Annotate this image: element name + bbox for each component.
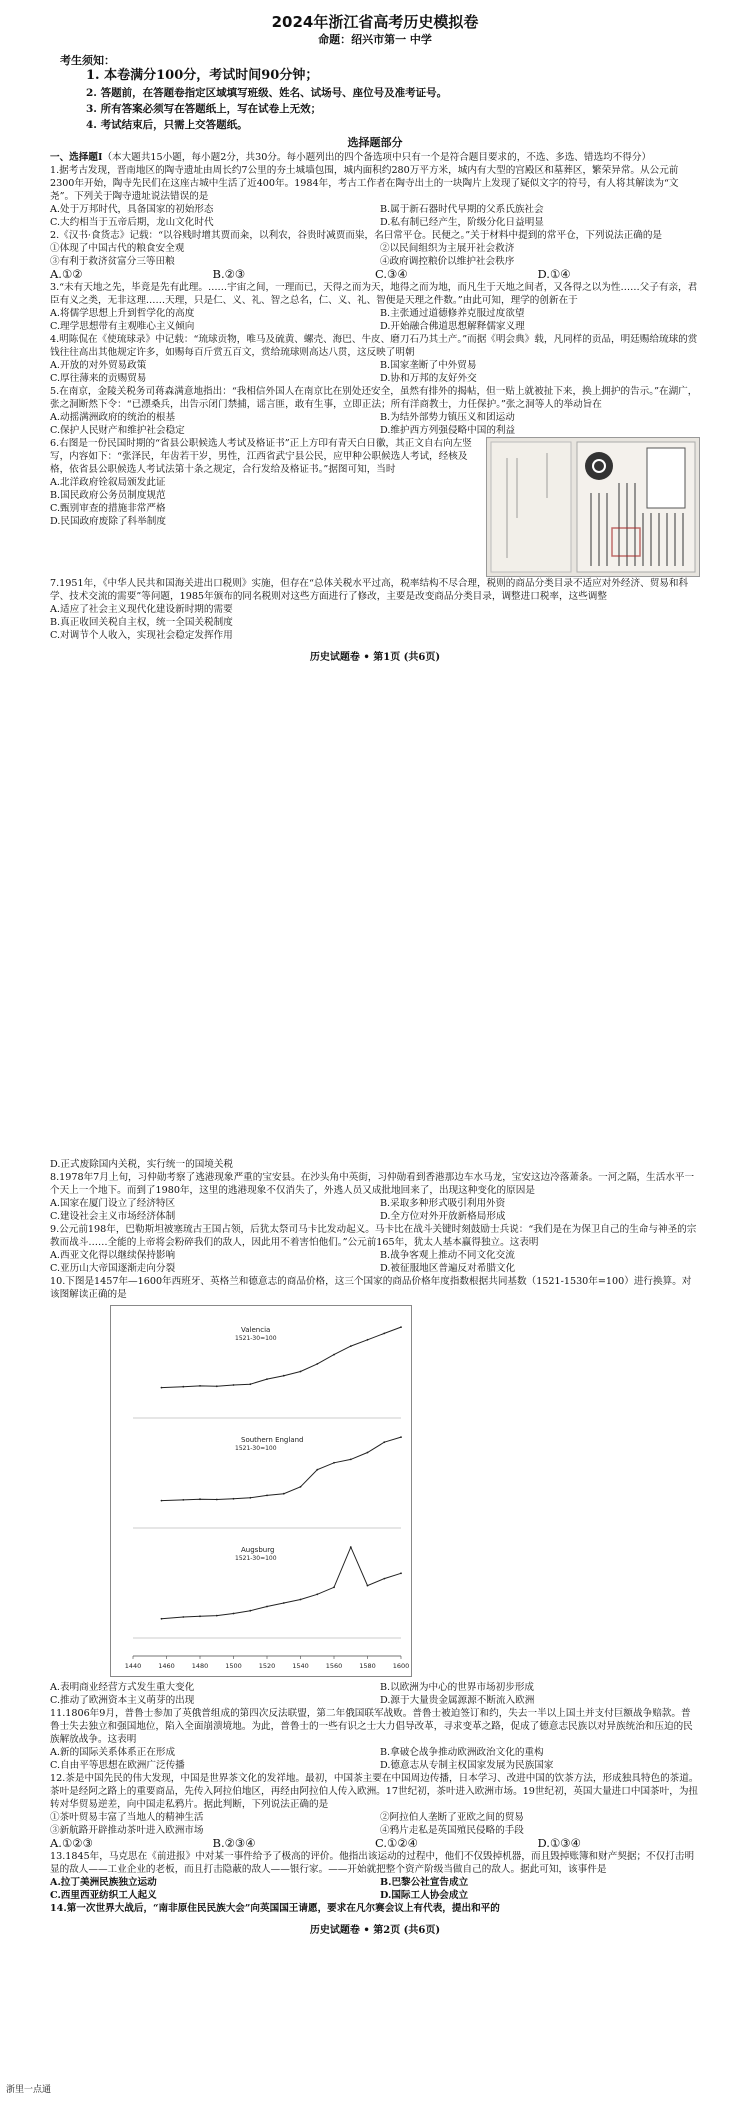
data-point bbox=[161, 1500, 163, 1502]
statement: ②以民间组织为主展开社会救济 bbox=[380, 243, 515, 254]
data-point bbox=[283, 1602, 285, 1604]
question-7-stem: 7.1951年，《中华人民共和国海关进出口税则》实施，但存在“总体关税水平过高，税率结构不尽合理，税则的商品分类目录不适应对外经济、贸易和科学、技术交流的需要”等问题，1985年颁布的同名税则对这些方面进行了修改，主要是改变商品分类目录，调整进口税率，这些调整 bbox=[50, 578, 689, 602]
x-tick-label: 1440 bbox=[124, 1662, 142, 1670]
data-point bbox=[367, 1452, 369, 1454]
data-point bbox=[216, 1615, 218, 1617]
data-point bbox=[283, 1375, 285, 1377]
question-2-stem: 2.《汉书·食货志》记载：“以谷贱时增其贾而籴，以利农，谷贵时减贾而粜，名曰常平仓。民便之。”关于材料中提到的常平仓，下列说法正确的是 bbox=[50, 230, 663, 241]
option: C.建设社会主义市场经济体制 bbox=[50, 1211, 176, 1222]
notice-item: 3. 所有答案必须写在答题纸上，写在试卷上无效； bbox=[86, 103, 322, 115]
data-point bbox=[249, 1383, 251, 1385]
series-line-valencia bbox=[162, 1327, 402, 1388]
data-point bbox=[249, 1497, 251, 1499]
series-line-augsburg bbox=[162, 1547, 402, 1619]
data-point bbox=[400, 1436, 402, 1438]
source-credit: 浙里一点通 bbox=[6, 2085, 52, 2095]
statement: ②阿拉伯人垄断了亚欧之间的贸易 bbox=[380, 1812, 524, 1823]
option: B.以欧洲为中心的世界市场初步形成 bbox=[380, 1682, 535, 1693]
option: A.动摇满洲政府的统治的根基 bbox=[50, 412, 176, 423]
series-sublabel: 1521-30=100 bbox=[235, 1335, 277, 1342]
option: D.开始融合佛道思想解释儒家义理 bbox=[380, 321, 525, 332]
data-point bbox=[182, 1616, 184, 1618]
question-1-stem: 1.据考古发现，晋南地区的陶寺遗址由周长约7公里的夯土城墙包围，城内面积约280万平方米，城内有大型的宫殿区和墓葬区，繁荣异常。从公元前2300年开始，陶寺先民们在这座古城中生活了近400年。1984年，考古工作者在陶寺出土的一块陶片上发现了疑似文字的符号，有人将其解读为“文尧”。下列关于陶寺遗址说法错误的是 bbox=[50, 165, 679, 202]
data-point bbox=[266, 1378, 268, 1380]
page-1 bbox=[50, 12, 700, 666]
data-point bbox=[400, 1326, 402, 1328]
part-intro bbox=[50, 151, 700, 164]
option: D.①④ bbox=[537, 267, 571, 281]
part-label: 一、选择题Ⅰ bbox=[50, 152, 103, 163]
option: A.西亚文化得以继续保持影响 bbox=[50, 1250, 176, 1261]
data-point bbox=[350, 1459, 352, 1461]
option: C.保护人民财产和维护社会稳定 bbox=[50, 425, 185, 436]
x-tick-label: 1560 bbox=[325, 1662, 343, 1670]
certificate-image bbox=[486, 437, 700, 577]
question-9-stem: 9.公元前198年，巴勒斯坦被塞琉古王国占领，后犹太祭司马卡比发动起义。马卡比在战斗关键时刻鼓励士兵说：“我们是在为保卫自己的生命与神圣的宗教而战斗……全能的上帝将会粉碎我们的敌人，因此用不着害怕他们。”公元前165年，犹太人基本赢得独立。这表明 bbox=[50, 1224, 697, 1248]
option: B.真正收回关税自主权，统一全国关税制度 bbox=[50, 617, 233, 628]
option: B.国家垄断了中外贸易 bbox=[380, 360, 477, 371]
question-14-stem: 14.第一次世界大战后，“南非原住民民族大会”向英国国王请愿，要求在凡尔赛会议上有代表，提出和平的 bbox=[50, 1903, 500, 1914]
option: C.理学思想带有主观唯心主义倾向 bbox=[50, 321, 195, 332]
option: B.拿破仑战争推动欧洲政治文化的重构 bbox=[380, 1747, 544, 1758]
exam-title: 2024年浙江省高考历史模拟卷 bbox=[271, 13, 479, 31]
question-12-stem: 12.茶是中国先民的伟大发现，中国是世界茶文化的发祥地。最初，中国茶主要在中国周边传播，日本学习、改进中国的饮茶方法，形成独具特色的茶道。茶叶是经阿之路上的重要商品，先传入阿拉伯地区，再经由阿拉伯人传入欧洲。17世纪初，茶叶进入欧洲市场。19世纪初，英国大量进口中国茶叶，为扭转对华贸易逆差，向中国走私鸦片。据此判断，下列说法正确的是 bbox=[50, 1773, 699, 1810]
option: A.新的国际关系体系正在形成 bbox=[50, 1747, 176, 1758]
option: B.战争客观上推动不同文化交流 bbox=[380, 1250, 515, 1261]
series-label: Valencia bbox=[241, 1326, 271, 1334]
x-tick-label: 1520 bbox=[258, 1662, 276, 1670]
notice-item: 2. 答题前，在答题卷指定区域填写班级、姓名、试场号、座位号及准考证号。 bbox=[86, 87, 448, 99]
data-point bbox=[350, 1345, 352, 1347]
series-label: Southern England bbox=[241, 1436, 304, 1444]
series-line-southern-england bbox=[162, 1437, 402, 1501]
statement: ④鸦片走私是英国殖民侵略的手段 bbox=[380, 1825, 524, 1836]
statement: ④政府调控粮价以维护社会秩序 bbox=[380, 256, 515, 267]
option: D.正式废除国内关税，实行统一的国境关税 bbox=[50, 1159, 234, 1170]
question-13-stem: 13.1845年，马克思在《前进报》中对某一事件给予了极高的评价。他指出该运动的过程中，他们不仅毁掉机器，而且毁掉账簿和财产契据；不仅打击明显的敌人——工业企业的老板，而且打击隐蔽的敌人——银行家。——开始就把整个资产阶级当做自己的敌人。据此可知，该事件是 bbox=[50, 1851, 695, 1875]
option: B.采取多种形式吸引利用外资 bbox=[380, 1198, 506, 1209]
data-point bbox=[266, 1495, 268, 1497]
option: C.厚往薄来的贡赐贸易 bbox=[50, 373, 147, 384]
option: B.属于新石器时代早期的父系氏族社会 bbox=[380, 204, 544, 215]
data-point bbox=[300, 1371, 302, 1373]
option: B.主张通过道德修养克服过度欲望 bbox=[380, 308, 525, 319]
series-label: Augsburg bbox=[241, 1546, 275, 1554]
option: A.①②③ bbox=[50, 1836, 93, 1850]
option: C.③④ bbox=[375, 267, 408, 281]
data-point bbox=[233, 1498, 235, 1500]
data-point bbox=[367, 1339, 369, 1341]
data-point bbox=[300, 1486, 302, 1488]
statement: ①体现了中国古代的粮食安全观 bbox=[50, 243, 185, 254]
data-point bbox=[383, 1441, 385, 1443]
option: A.①② bbox=[50, 267, 83, 281]
option: B.巴黎公社宣告成立 bbox=[380, 1877, 469, 1888]
option: D.全方位对外开放新格局形成 bbox=[380, 1211, 506, 1222]
data-point bbox=[216, 1499, 218, 1501]
option: A.表明商业经营方式发生重大变化 bbox=[50, 1682, 195, 1693]
x-tick-label: 1580 bbox=[359, 1662, 376, 1670]
option: A.国家在厦门设立了经济特区 bbox=[50, 1198, 176, 1209]
exam-author: 命题：绍兴市第一 中学 bbox=[318, 33, 432, 46]
data-point bbox=[333, 1354, 335, 1356]
option: D.维护西方列强侵略中国的利益 bbox=[380, 425, 516, 436]
question-4-options bbox=[50, 359, 700, 385]
data-point bbox=[249, 1610, 251, 1612]
option: D.源于大量贵金属源源不断流入欧洲 bbox=[380, 1695, 535, 1706]
sun-emblem-icon bbox=[585, 452, 613, 480]
data-point bbox=[383, 1578, 385, 1580]
page-footer: 历史试题卷 • 第2页 (共6页) bbox=[309, 1925, 441, 1936]
series-sublabel: 1521-30=100 bbox=[235, 1445, 277, 1452]
notice-item: 1. 本卷满分100分，考试时间90分钟； bbox=[86, 68, 319, 83]
question-1-options bbox=[50, 203, 700, 229]
option: D.民国政府废除了科举制度 bbox=[50, 516, 166, 527]
question-12-statements bbox=[50, 1811, 700, 1837]
option: A.将儒学思想上升到哲学化的高度 bbox=[50, 308, 195, 319]
question-10-stem: 10.下图是1457年—1600年西班牙、英格兰和德意志的商品价格，这三个国家的商品价格年度指数根据共同基数（1521-1530年=100）进行换算。对该图解读正确的是 bbox=[50, 1276, 692, 1300]
question-9-options bbox=[50, 1249, 700, 1275]
data-point bbox=[350, 1546, 352, 1548]
data-point bbox=[199, 1385, 201, 1387]
option: D.协和万邦的友好外交 bbox=[380, 373, 477, 384]
option: C.大约相当于五帝后期，龙山文化时代 bbox=[50, 217, 214, 228]
data-point bbox=[316, 1593, 318, 1595]
option: C.推动了欧洲资本主义萌芽的出现 bbox=[50, 1695, 195, 1706]
data-point bbox=[199, 1498, 201, 1500]
price-index-chart bbox=[110, 1305, 412, 1677]
question-5-stem: 5.在南京，金陵关税务司蒋森满意地指出：“我相信外国人在南京比在别处还安全，虽然有排外的揭帖，但一贴上就被扯下来，换上拥护的告示。”在湖广，张之洞断然下令：“已漂桑兵，出告示闭门禁捕，谣言匪，敢有生事，立即正法；所有洋商教士，力任保护。”张之洞等人的举动旨在 bbox=[50, 386, 698, 410]
option: D.①③④ bbox=[537, 1836, 581, 1850]
page-footer: 历史试题卷 • 第1页 (共6页) bbox=[309, 652, 441, 663]
question-8-stem: 8.1978年7月上旬，习仲勋考察了逃港现象严重的宝安县。在沙头角中英街，习仲勋看到香港那边车水马龙，宝安这边冷落萧条。一河之隔，生活水平一个天上一个地下。而到了1980年，这里的逃港现象不仅消失了，外逃人员又成批地回来了，出现这种变化的原因是 bbox=[50, 1172, 695, 1196]
question-4-stem: 4.明陈侃在《使琉球录》中记载：“琉球贡物，唯马及硫黄、螺壳、海巴、牛皮、磨刀石乃其土产。”而据《明会典》载，凡同样的贡品，明廷赐给琉球的赏钱往往高出其他规定许多，如赐每百斤赏五百文，赏给琉球则高达八贯，这反映了明朝 bbox=[50, 334, 698, 358]
question-11-options bbox=[50, 1746, 700, 1772]
series-sublabel: 1521-30=100 bbox=[235, 1555, 277, 1562]
option: D.德意志从专制主权国家发展为民族国家 bbox=[380, 1760, 554, 1771]
data-point bbox=[233, 1613, 235, 1615]
data-point bbox=[216, 1385, 218, 1387]
chart-svg bbox=[111, 1306, 411, 1676]
question-10-options bbox=[50, 1681, 700, 1707]
statement: ①茶叶贸易丰富了当地人的精神生活 bbox=[50, 1812, 204, 1823]
question-8-options bbox=[50, 1197, 700, 1223]
data-point bbox=[316, 1469, 318, 1471]
data-point bbox=[233, 1384, 235, 1386]
certificate-illustration bbox=[487, 438, 699, 576]
x-tick-label: 1460 bbox=[158, 1662, 175, 1670]
question-13-options bbox=[50, 1876, 700, 1902]
statement: ③有利于救济贫富分三等田粮 bbox=[50, 256, 175, 267]
option: A.拉丁美洲民族独立运动 bbox=[50, 1877, 157, 1888]
data-point bbox=[161, 1618, 163, 1620]
question-2-statements bbox=[50, 242, 700, 268]
data-point bbox=[182, 1386, 184, 1388]
page-2 bbox=[50, 1158, 700, 1939]
option: D.国际工人协会成立 bbox=[380, 1890, 469, 1901]
question-6-block bbox=[50, 437, 700, 577]
data-point bbox=[316, 1363, 318, 1365]
option: C.自由平等思想在欧洲广泛传播 bbox=[50, 1760, 185, 1771]
data-point bbox=[333, 1462, 335, 1464]
option: C.①②④ bbox=[375, 1836, 418, 1850]
option: A.北洋政府铨叙局颁发此证 bbox=[50, 477, 166, 488]
option: B.为结外部势力镇压义和团运动 bbox=[380, 412, 515, 423]
data-point bbox=[333, 1586, 335, 1588]
question-5-options bbox=[50, 411, 700, 437]
data-point bbox=[199, 1615, 201, 1617]
part-instructions: （本大题共15小题，每小题2分，共30分。每小题列出的四个备选项中只有一个是符合题目要求的，不选、多选、错选均不得分） bbox=[102, 152, 652, 163]
data-point bbox=[383, 1333, 385, 1335]
data-point bbox=[161, 1387, 163, 1389]
data-point bbox=[367, 1585, 369, 1587]
question-3-options bbox=[50, 307, 700, 333]
question-6-text bbox=[50, 437, 480, 577]
question-2-options bbox=[50, 268, 700, 281]
option: C.亚历山大帝国逐渐走向分裂 bbox=[50, 1263, 176, 1274]
x-tick-label: 1540 bbox=[292, 1662, 309, 1670]
data-point bbox=[300, 1599, 302, 1601]
question-11-stem: 11.1806年9月，普鲁士参加了英俄普组成的第四次反法联盟，第二年俄国联军战败。普鲁士被迫签订和约，失去一半以上国土并支付巨额战争赔款。普鲁士失去独立和强国地位，陷入全面崩溃境地。为此，普鲁士的一些有识之士大力倡导改革，寻求变革之路，促成了德意志民族以对异族统治和压迫的民族解放战争。这表明 bbox=[50, 1708, 693, 1745]
option: B.国民政府公务员制度规范 bbox=[50, 490, 166, 501]
option: D.被征服地区普遍反对希腊文化 bbox=[380, 1263, 516, 1274]
data-point bbox=[283, 1493, 285, 1495]
notice-heading: 考生须知： bbox=[60, 54, 115, 67]
section-title: 选择题部分 bbox=[347, 136, 403, 149]
option: A.开放的对外贸易政策 bbox=[50, 360, 147, 371]
option: C.甄别审查的措施非常严格 bbox=[50, 503, 166, 514]
question-3-stem: 3.“未有天地之先，毕竟是先有此理。……宇宙之间，一理而已，天得之而为天，地得之而为地，而凡生于天地之间者，又各得之以为性……父子有亲，君臣有义之类，无非这理……天理，只是仁、义、礼、智之总名，仁、义、礼、智便是天理之件数。”由此可知，理学的创新在于 bbox=[50, 282, 698, 306]
question-12-options bbox=[50, 1837, 700, 1850]
question-6-stem: 6.右图是一份民国时期的“省县公职候选人考试及格证书”正上方印有青天白日徽，其正文自右向左竖写，内容如下：“张泽民，年齿若干岁，男性，江西省武宁县公民，应甲种公职候选人考试，经核及格，依省县公职候选人考试法第十条之规定，合行发给及格证书。”据图可知，当时 bbox=[50, 438, 472, 475]
data-point bbox=[266, 1606, 268, 1608]
x-tick-label: 1480 bbox=[191, 1662, 209, 1670]
notice-item: 4. 考试结束后，只需上交答题纸。 bbox=[86, 119, 248, 131]
option: B.②③④ bbox=[212, 1836, 256, 1850]
data-point bbox=[400, 1572, 402, 1574]
option: A.处于万邦时代，具备国家的初始形态 bbox=[50, 204, 214, 215]
option: D.私有制已经产生，阶级分化日益明显 bbox=[380, 217, 544, 228]
option: C.对调节个人收入，实现社会稳定发挥作用 bbox=[50, 630, 233, 641]
option: C.西里西亚纺织工人起义 bbox=[50, 1890, 157, 1901]
option: A.适应了社会主义现代化建设新时期的需要 bbox=[50, 604, 233, 615]
x-tick-label: 1500 bbox=[225, 1662, 242, 1670]
data-point bbox=[182, 1499, 184, 1501]
option: B.②③ bbox=[212, 267, 246, 281]
x-tick-label: 1600 bbox=[392, 1662, 410, 1670]
statement: ③新航路开辟推动茶叶进入欧洲市场 bbox=[50, 1825, 204, 1836]
